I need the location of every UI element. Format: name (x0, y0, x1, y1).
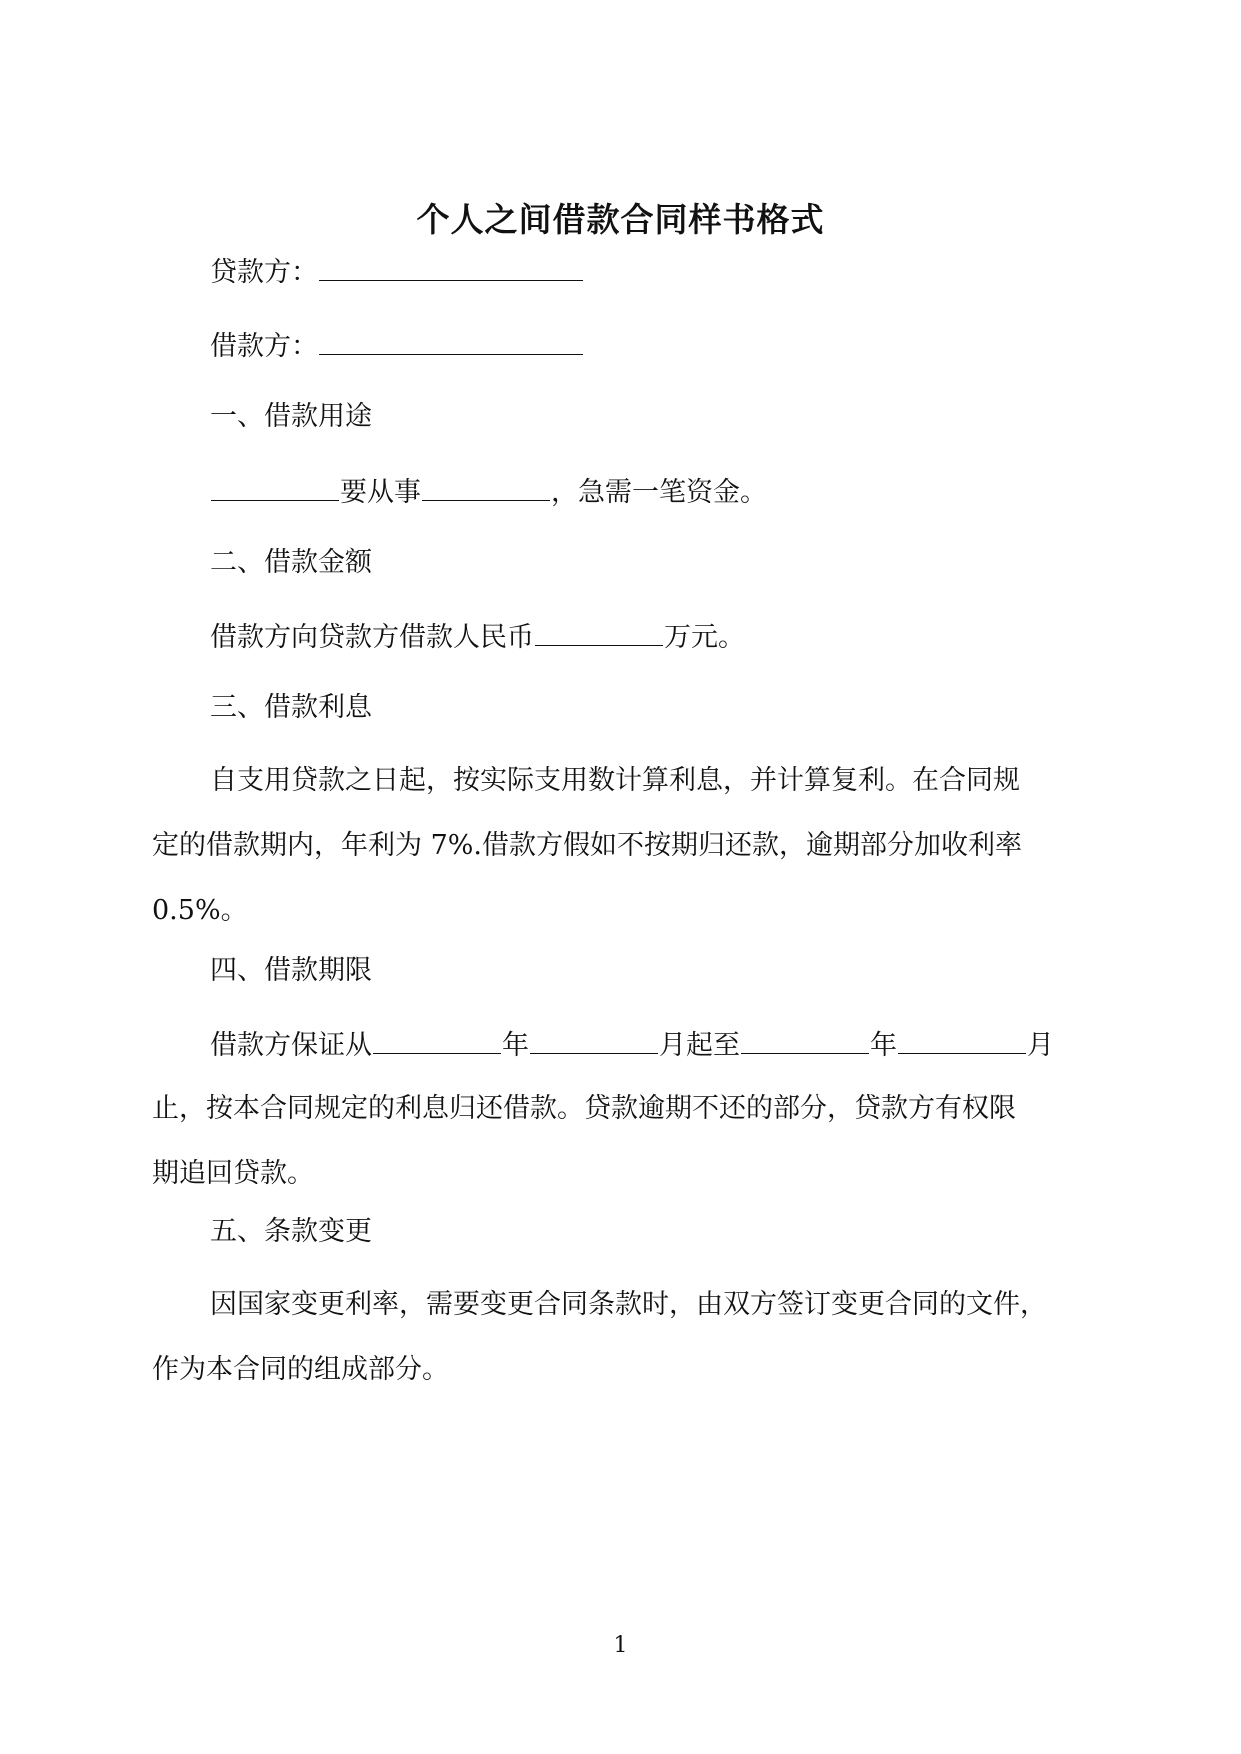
section-2-heading: 二、借款金额 (210, 547, 372, 578)
lender-line (210, 253, 584, 291)
section-2-text (210, 618, 745, 656)
s5-line-1: 因国家变更利率，需要变更合同条款时，由双方签订变更合同的文件， (210, 1289, 1047, 1320)
s3-line-3: 0.5%。 (152, 895, 248, 926)
section-3-heading: 三、借款利息 (210, 692, 372, 723)
borrower-label: 借款方： (210, 331, 318, 362)
s4-line-1: 借款方保证从 年 月起至 年 月 (152, 1026, 1112, 1091)
section-5-paragraph (152, 1287, 1112, 1417)
s3-line-1: 自支用贷款之日起，按实际支用数计算利息，并计算复利。在合同规 (210, 765, 1020, 796)
s2-text-b: 万元。 (664, 622, 745, 653)
section-3-paragraph (152, 763, 1112, 958)
s5-line-2: 作为本合同的组成部分。 (152, 1354, 449, 1385)
end-year-blank (741, 1026, 869, 1054)
s4-line-3: 期追回贷款。 (152, 1158, 314, 1189)
s3-line-2: 定的借款期内，年利为 7%.借款方假如不按期归还款，逾期部分加收利率 (152, 830, 1022, 861)
s2-text-a: 借款方向贷款方借款人民币 (210, 622, 534, 653)
page-number: 1 (613, 1633, 628, 1658)
borrower-blank (319, 327, 583, 355)
section-1-heading: 一、借款用途 (210, 401, 372, 432)
business-blank (422, 473, 550, 501)
start-year-blank (373, 1026, 501, 1054)
document-title: 个人之间借款合同样书格式 (416, 200, 825, 239)
borrower-line (210, 327, 584, 365)
section-5-heading: 五、条款变更 (210, 1216, 372, 1247)
s1-text-a: 要从事 (340, 477, 421, 508)
borrower-name-blank (211, 473, 339, 501)
section-1-text (210, 473, 767, 511)
lender-label: 贷款方： (210, 257, 318, 288)
section-4-paragraph (152, 1026, 1112, 1221)
s1-text-b: ，急需一笔资金。 (551, 477, 767, 508)
section-4-heading: 四、借款期限 (210, 955, 372, 986)
amount-blank (535, 618, 663, 646)
lender-blank (319, 253, 583, 281)
end-month-blank (898, 1026, 1026, 1054)
s4-line-2: 止，按本合同规定的利息归还借款。贷款逾期不还的部分，贷款方有权限 (152, 1093, 1016, 1124)
start-month-blank (530, 1026, 658, 1054)
